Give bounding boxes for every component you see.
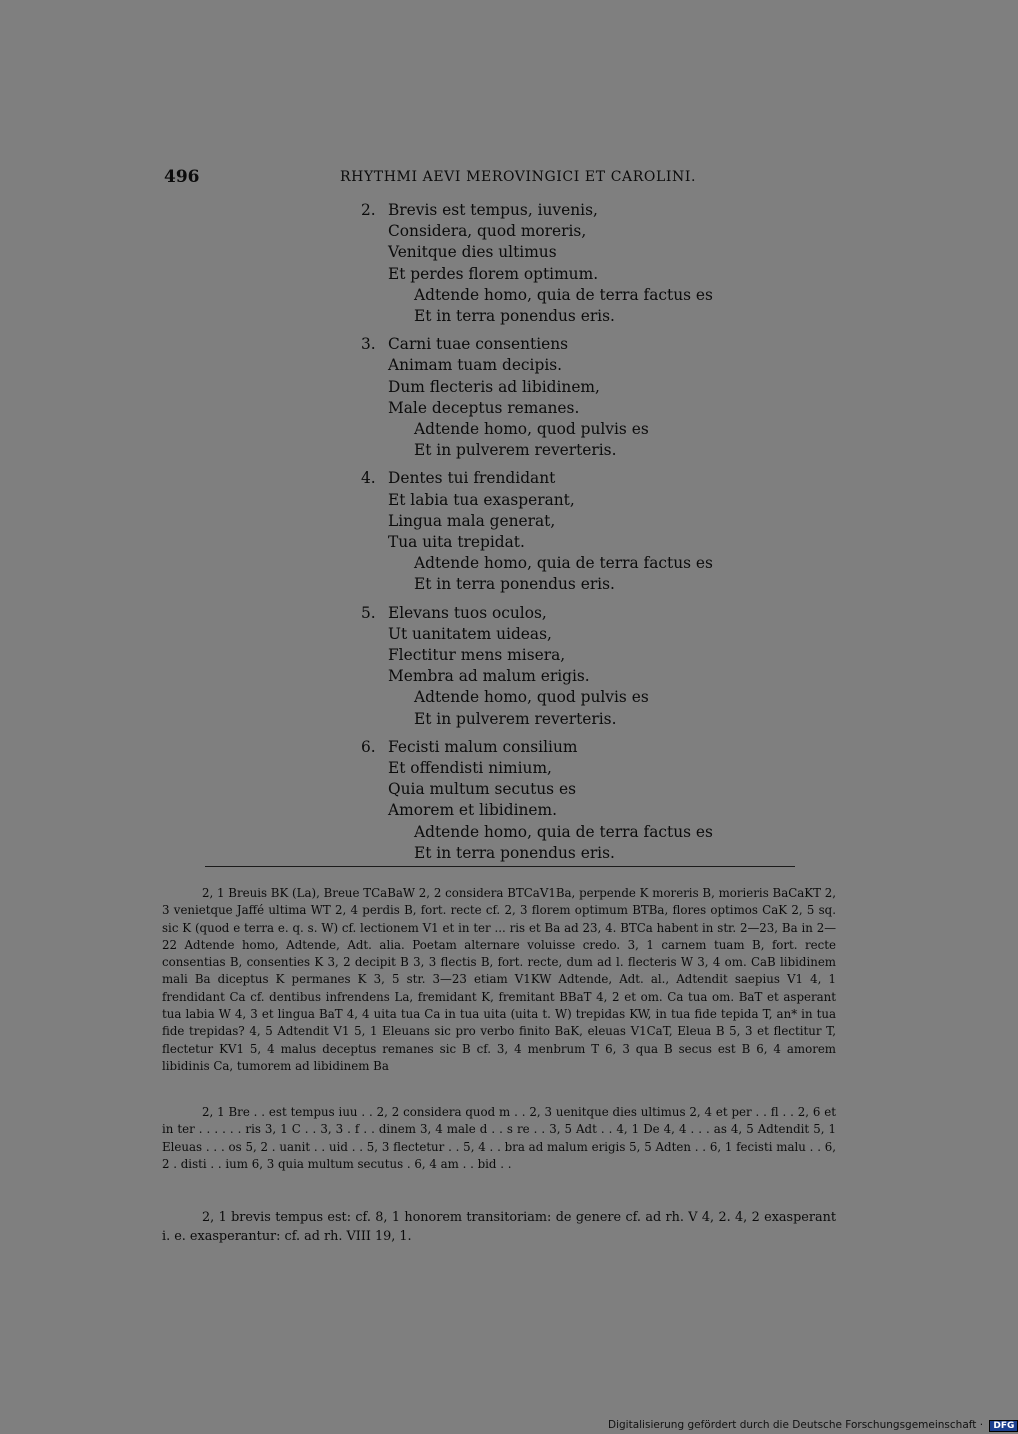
refrain-line: Et in terra ponendus eris. [414,575,615,594]
verse-line: Tua uita trepidat. [388,533,525,552]
refrain-line: Adtende homo, quod pulvis es [414,420,649,439]
running-title: RHYTHMI AEVI MEROVINGICI ET CAROLINI. [340,169,697,185]
verse-text: Fecisti malum consilium [388,737,578,756]
verse-line: Et offendisti nimium, [388,759,552,778]
dfg-logo: DFG [989,1420,1018,1432]
poem-text [361,200,781,871]
refrain-line: Adtende homo, quia de terra factus es [414,285,713,304]
verse-line: Quia multum secutus es [388,780,576,799]
critical-apparatus [162,885,836,1075]
verse-text: Elevans tuos oculos, [388,603,547,622]
refrain-line: Adtende homo, quod pulvis es [414,688,649,707]
verse-line: Male deceptus remanes. [388,398,580,417]
verse-line [361,200,781,221]
verse-line: Et labia tua exasperant, [388,490,575,509]
footnote-divider [205,866,795,867]
verse-text: Brevis est tempus, iuvenis, [388,201,598,219]
verse-text: Dentes tui frendidant [388,469,556,488]
verse-line: Dum flecteris ad libidinem, [388,377,600,396]
refrain-line: Adtende homo, quia de terra factus es [414,822,713,841]
verse-line: Amorem et libidinem. [388,801,558,820]
refrain-line: Et in pulverem reverteris. [414,709,617,728]
stanza [361,200,781,327]
refrain-line: Et in pulverem reverteris. [414,441,617,460]
verse-line: Flectitur mens misera, [388,646,566,665]
stanza [361,737,781,864]
apparatus-manuscripts: 2, 1 Breuis BK (La), Breue TCaBaW 2, 2 considera BTCaV1Ba, perpende K moreris B, morieris BaCaKT 2, 3 venietque Jaffé ultima WT 2, 4 perdis B, fort. recte cf. 2, 3 florem optimum BTBa, flores optimos CaK 2, 5 sq. sic K (quod e terra e. q. s. W) cf. lectionem V1 et in ter ... ris et Ba ad 23, 4. BTCa habent in str. 2—23, Ba in 2—22 Adtende homo, Adtende, Adt. alia. Poetam alternare voluisse credo. 3, 1 carnem tuam B, fort. recte consentias B, consenties K 3, 2 decipit B 3, 3 flectis B, fort. recte, dum ad l. flecteris W 3, 4 om. CaB libidinem mali Ba diceptus K permanes K 3, 5 str. 3—23 etiam V1KW Adtende, Adt. al., Adtendit saepius V1 4, 1 frendidant Ca cf. dentibus infrendens La, fremidant K, fremitant BBaT 4, 2 et om. Ca tua om. BaT et asperant tua labia W 4, 3 et lingua BaT 4, 4 uita tua Ca in tua uita (uita t. W) trepidas KW, in tua fide tepida T, an* in tua fide trepidas? 4, 5 Adtendit V1 5, 1 Eleuans sic pro verbo finito BaK, eleuas V1CaT, Eleua B 5, 3 et flectitur T, flectetur KV1 5, 4 malus deceptus remanes sic B cf. 3, 4 menbrum T 6, 3 qua B secus est B 6, 4 amorem libidinis Ca, tumorem ad libidinem Ba [162,886,836,1073]
stanza [361,334,781,461]
critical-apparatus-fragment [162,1104,836,1173]
digitization-credit: Digitalisierung gefördert durch die Deutsche Forschungsgemeinschaft · DFG [608,1419,1018,1432]
verse-line: Considera, quod moreris, [388,222,587,241]
stanza [361,603,781,730]
verse-line: Membra ad malum erigis. [388,667,590,686]
commentary-text: 2, 1 brevis tempus est: cf. 8, 1 honorem transitoriam: de genere cf. ad rh. V 4, 2. 4, 2 exasperant i. e. exasperantur: cf. ad rh. VIII 19, 1. [162,1210,836,1244]
stanza-number: 6. [361,737,376,756]
stanza-number: 2. [361,201,376,219]
credit-text: Digitalisierung gefördert durch die Deutsche Forschungsgemeinschaft [608,1419,977,1431]
commentary-notes [162,1208,836,1246]
verse-line: Animam tuam decipis. [388,356,563,375]
verse-line: Ut uanitatem uideas, [388,624,552,643]
page-number: 496 [164,167,200,187]
refrain-line: Adtende homo, quia de terra factus es [414,554,713,573]
verse-line: Et perdes florem optimum. [388,264,599,283]
verse-line [361,737,781,758]
stanza [361,468,781,595]
stanza-number: 4. [361,469,376,488]
stanza-number: 3. [361,335,376,354]
verse-line: Lingua mala generat, [388,511,556,530]
refrain-line: Et in terra ponendus eris. [414,843,615,862]
verse-text: Carni tuae consentiens [388,335,569,354]
verse-line [361,468,781,489]
page-header [162,167,838,189]
verse-line [361,334,781,355]
apparatus-fragments: 2, 1 Bre . . est tempus iuu . . 2, 2 considera quod m . . 2, 3 uenitque dies ultimus 2, 4 et per . . fl . . 2, 6 et in ter . . . . . . ris 3, 1 C . . 3, 3 . f . . dinem 3, 4 male d . . s re . . 3, 5 Adt . . 4, 1 De 4, 4 . . . as 4, 5 Adtendit 5, 1 Eleuas . . . os 5, 2 . uanit . . uid . . 5, 3 flectetur . . 5, 4 . . bra ad malum erigis 5, 5 Adten . . 6, 1 fecisti malu . . 6, 2 . disti . . ium 6, 3 quia multum secutus . 6, 4 am . . bid . . [162,1105,836,1171]
verse-line [361,603,781,624]
stanza-number: 5. [361,603,376,622]
refrain-line: Et in terra ponendus eris. [414,307,615,326]
verse-line: Venitque dies ultimus [388,243,557,262]
